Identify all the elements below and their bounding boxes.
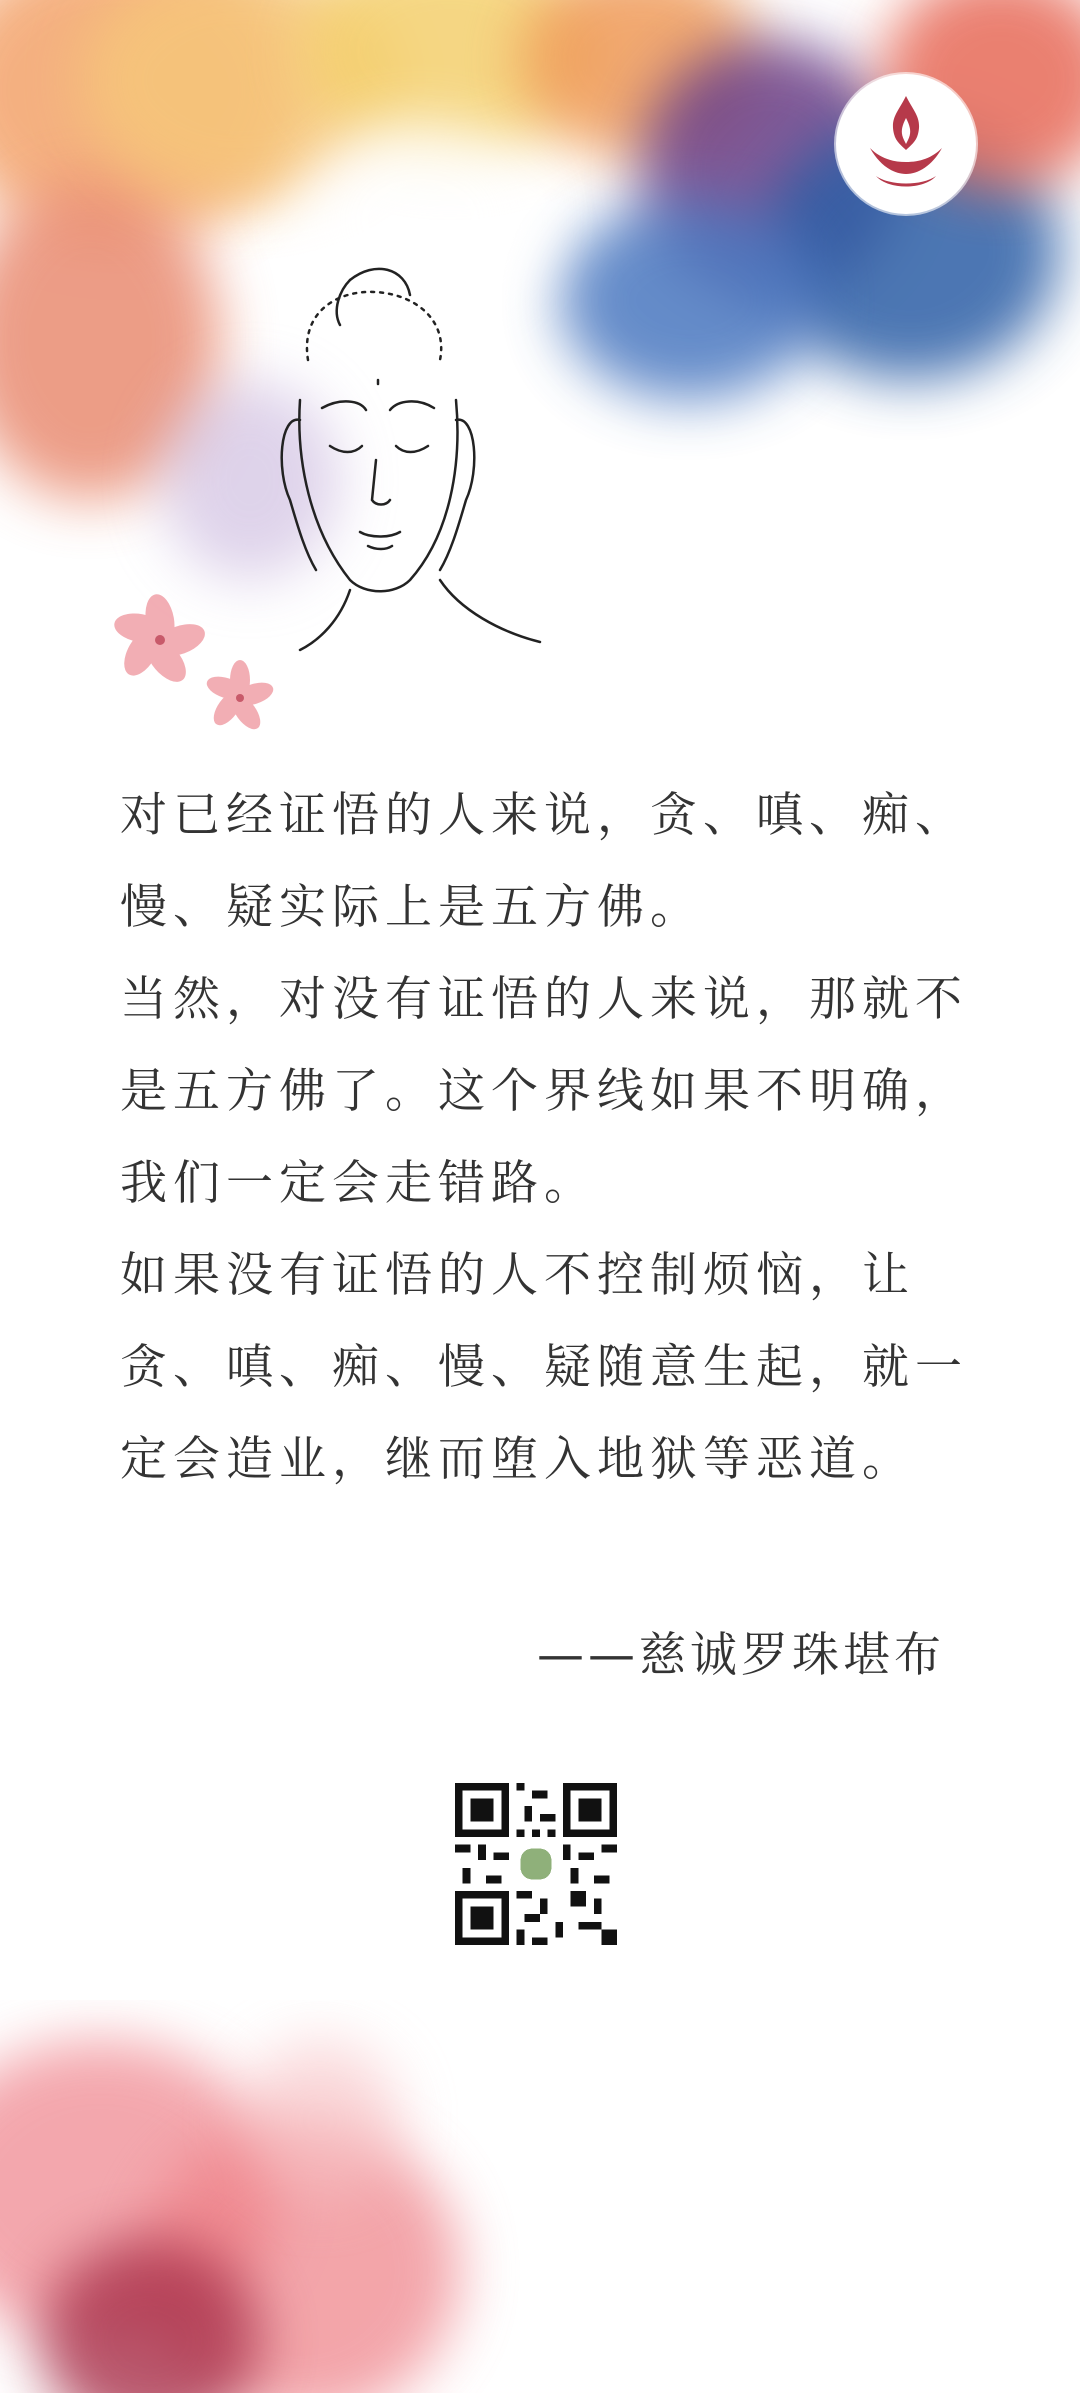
flame-lotus-icon: [836, 74, 976, 214]
quote-author: ——慈诚罗珠堪布: [537, 1628, 945, 1683]
quote-paragraph: 当然，对没有证悟的人来说，那就不是五方佛了。这个界线如果不明确，我们一定会走错路。: [120, 972, 968, 1211]
watercolor-flower-bottom: [0, 2000, 560, 2393]
quote-text: [120, 770, 980, 1506]
quote-paragraph: 对已经证悟的人来说，贪、嗔、痴、慢、疑实际上是五方佛。: [120, 788, 968, 935]
qr-code-icon[interactable]: [455, 1783, 617, 1945]
flower-decoration: [80, 580, 300, 740]
quote-paragraph: 如果没有证悟的人不控制烦恼，让贪、嗔、痴、慢、疑随意生起，就一定会造业，继而堕入地狱等恶道。: [120, 1248, 968, 1487]
